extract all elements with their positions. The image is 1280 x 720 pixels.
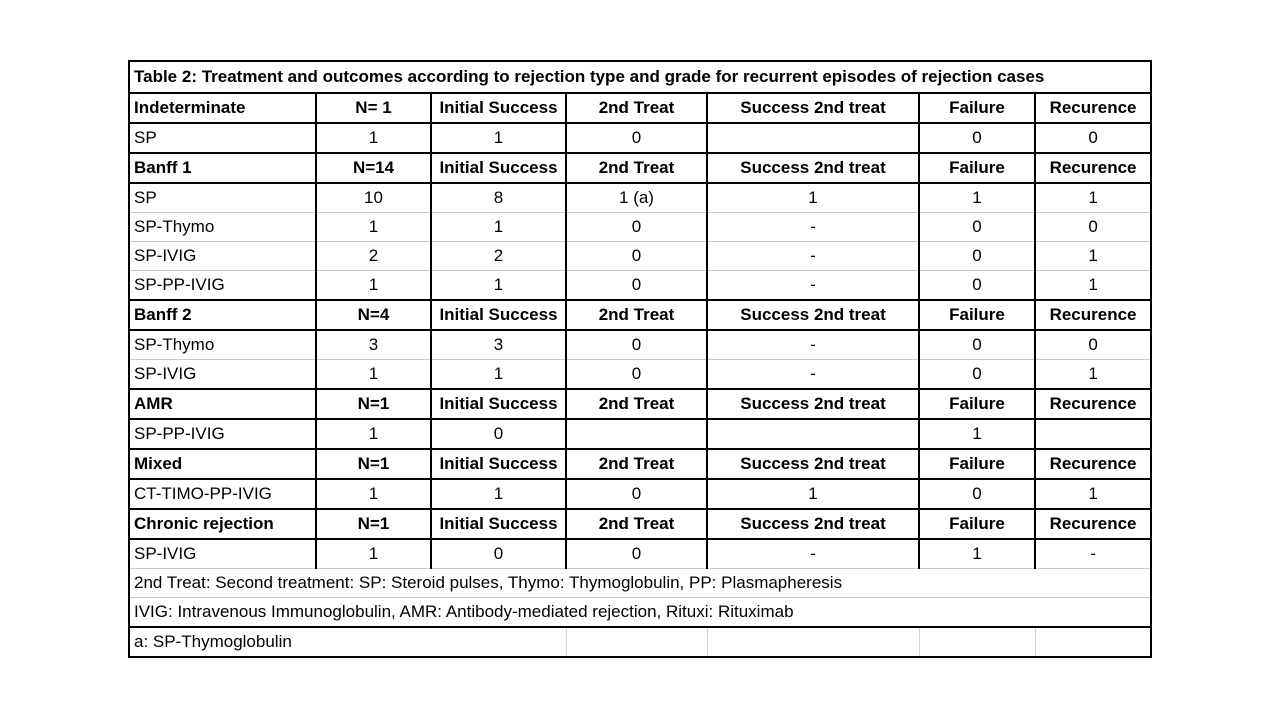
cell-n-count: 1 (316, 123, 431, 153)
table-row (129, 183, 1151, 213)
header-failure: Failure (919, 93, 1035, 123)
cell-failure: 1 (919, 539, 1035, 569)
header-success-second-treat: Success 2nd treat (707, 389, 919, 419)
cell-n-count: 1 (316, 479, 431, 509)
cell-success-second-treat: - (707, 271, 919, 301)
header-treatment: Banff 1 (129, 153, 316, 183)
cell-recurrence: - (1035, 539, 1151, 569)
section-header-row (129, 389, 1151, 419)
cell-treatment: SP-PP-IVIG (129, 419, 316, 449)
header-recurrence: Recurence (1035, 300, 1151, 330)
cell-recurrence: 1 (1035, 242, 1151, 271)
cell-success-second-treat: 1 (707, 183, 919, 213)
table-title: Table 2: Treatment and outcomes according to rejection type and grade for recurrent episodes of rejection cases (129, 61, 1151, 93)
section-header-row (129, 300, 1151, 330)
cell-initial-success: 2 (431, 242, 566, 271)
cell-second-treat: 0 (566, 123, 707, 153)
header-success-second-treat: Success 2nd treat (707, 93, 919, 123)
header-recurrence: Recurence (1035, 449, 1151, 479)
cell-n-count: 1 (316, 213, 431, 242)
cell-success-second-treat (707, 419, 919, 449)
cell-recurrence (1035, 419, 1151, 449)
header-failure: Failure (919, 449, 1035, 479)
header-second-treat: 2nd Treat (566, 509, 707, 539)
cell-second-treat: 1 (a) (566, 183, 707, 213)
header-treatment: Indeterminate (129, 93, 316, 123)
cell-recurrence: 0 (1035, 213, 1151, 242)
cell-initial-success: 1 (431, 213, 566, 242)
treatment-outcomes-table (128, 60, 1152, 658)
header-n-count: N=1 (316, 449, 431, 479)
table-row (129, 330, 1151, 360)
header-treatment: AMR (129, 389, 316, 419)
footnote-text: a: SP-Thymoglobulin (129, 627, 431, 657)
cell-treatment: CT-TIMO-PP-IVIG (129, 479, 316, 509)
cell-success-second-treat: - (707, 360, 919, 390)
header-n-count: N=1 (316, 509, 431, 539)
cell-success-second-treat: - (707, 242, 919, 271)
footnote-row (129, 569, 1151, 598)
cell-failure: 1 (919, 183, 1035, 213)
cell-initial-success: 8 (431, 183, 566, 213)
header-initial-success: Initial Success (431, 389, 566, 419)
cell-second-treat: 0 (566, 539, 707, 569)
header-success-second-treat: Success 2nd treat (707, 300, 919, 330)
cell-second-treat: 0 (566, 271, 707, 301)
cell-recurrence: 1 (1035, 183, 1151, 213)
cell-failure: 0 (919, 242, 1035, 271)
header-recurrence: Recurence (1035, 389, 1151, 419)
header-success-second-treat: Success 2nd treat (707, 153, 919, 183)
cell-failure: 0 (919, 123, 1035, 153)
header-n-count: N=1 (316, 389, 431, 419)
cell-success-second-treat (707, 123, 919, 153)
cell-n-count: 10 (316, 183, 431, 213)
empty-cell (1035, 569, 1151, 598)
table-row (129, 539, 1151, 569)
cell-success-second-treat: 1 (707, 479, 919, 509)
cell-n-count: 1 (316, 271, 431, 301)
cell-recurrence: 0 (1035, 330, 1151, 360)
cell-success-second-treat: - (707, 330, 919, 360)
cell-n-count: 2 (316, 242, 431, 271)
section-header-row (129, 449, 1151, 479)
cell-success-second-treat: - (707, 213, 919, 242)
cell-failure: 1 (919, 419, 1035, 449)
cell-initial-success: 3 (431, 330, 566, 360)
cell-n-count: 1 (316, 539, 431, 569)
cell-second-treat (566, 419, 707, 449)
section-header-row (129, 153, 1151, 183)
header-n-count: N=14 (316, 153, 431, 183)
header-second-treat: 2nd Treat (566, 153, 707, 183)
header-initial-success: Initial Success (431, 449, 566, 479)
cell-treatment: SP-Thymo (129, 213, 316, 242)
header-treatment: Banff 2 (129, 300, 316, 330)
cell-recurrence: 0 (1035, 123, 1151, 153)
empty-cell (707, 627, 919, 657)
cell-treatment: SP-IVIG (129, 360, 316, 390)
header-second-treat: 2nd Treat (566, 389, 707, 419)
cell-second-treat: 0 (566, 360, 707, 390)
empty-cell (566, 627, 707, 657)
header-second-treat: 2nd Treat (566, 300, 707, 330)
header-failure: Failure (919, 509, 1035, 539)
cell-initial-success: 1 (431, 271, 566, 301)
table-title-row (129, 61, 1151, 93)
cell-treatment: SP-PP-IVIG (129, 271, 316, 301)
cell-second-treat: 0 (566, 213, 707, 242)
cell-treatment: SP-IVIG (129, 539, 316, 569)
header-failure: Failure (919, 153, 1035, 183)
cell-success-second-treat: - (707, 539, 919, 569)
header-initial-success: Initial Success (431, 509, 566, 539)
cell-n-count: 1 (316, 360, 431, 390)
table-row (129, 479, 1151, 509)
header-recurrence: Recurence (1035, 509, 1151, 539)
empty-cell (1035, 598, 1151, 628)
header-failure: Failure (919, 300, 1035, 330)
cell-second-treat: 0 (566, 479, 707, 509)
table-row (129, 213, 1151, 242)
cell-initial-success: 1 (431, 479, 566, 509)
cell-initial-success: 0 (431, 419, 566, 449)
cell-failure: 0 (919, 479, 1035, 509)
footnote-text: IVIG: Intravenous Immunoglobulin, AMR: Antibody-mediated rejection, Rituxi: Rituximab (129, 598, 1035, 628)
table-row (129, 242, 1151, 271)
empty-cell (1035, 627, 1151, 657)
empty-cell (919, 627, 1035, 657)
cell-initial-success: 1 (431, 123, 566, 153)
cell-treatment: SP-IVIG (129, 242, 316, 271)
cell-initial-success: 1 (431, 360, 566, 390)
section-header-row (129, 509, 1151, 539)
footnote-row (129, 627, 1151, 657)
header-failure: Failure (919, 389, 1035, 419)
cell-treatment: SP-Thymo (129, 330, 316, 360)
cell-failure: 0 (919, 360, 1035, 390)
cell-n-count: 3 (316, 330, 431, 360)
cell-recurrence: 1 (1035, 271, 1151, 301)
header-second-treat: 2nd Treat (566, 93, 707, 123)
table-row (129, 271, 1151, 301)
header-n-count: N=4 (316, 300, 431, 330)
cell-failure: 0 (919, 213, 1035, 242)
empty-cell (431, 627, 566, 657)
header-n-count: N= 1 (316, 93, 431, 123)
table-row (129, 419, 1151, 449)
header-initial-success: Initial Success (431, 300, 566, 330)
cell-initial-success: 0 (431, 539, 566, 569)
cell-recurrence: 1 (1035, 479, 1151, 509)
header-recurrence: Recurence (1035, 153, 1151, 183)
table-row (129, 123, 1151, 153)
header-treatment: Mixed (129, 449, 316, 479)
header-recurrence: Recurence (1035, 93, 1151, 123)
header-treatment: Chronic rejection (129, 509, 316, 539)
header-initial-success: Initial Success (431, 93, 566, 123)
cell-failure: 0 (919, 330, 1035, 360)
cell-failure: 0 (919, 271, 1035, 301)
cell-second-treat: 0 (566, 242, 707, 271)
cell-n-count: 1 (316, 419, 431, 449)
section-header-row (129, 93, 1151, 123)
cell-treatment: SP (129, 123, 316, 153)
footnote-text: 2nd Treat: Second treatment: SP: Steroid pulses, Thymo: Thymoglobulin, PP: Plasmapheresis (129, 569, 1035, 598)
header-success-second-treat: Success 2nd treat (707, 509, 919, 539)
cell-treatment: SP (129, 183, 316, 213)
header-second-treat: 2nd Treat (566, 449, 707, 479)
header-success-second-treat: Success 2nd treat (707, 449, 919, 479)
header-initial-success: Initial Success (431, 153, 566, 183)
cell-recurrence: 1 (1035, 360, 1151, 390)
footnote-row (129, 598, 1151, 628)
table-row (129, 360, 1151, 390)
cell-second-treat: 0 (566, 330, 707, 360)
